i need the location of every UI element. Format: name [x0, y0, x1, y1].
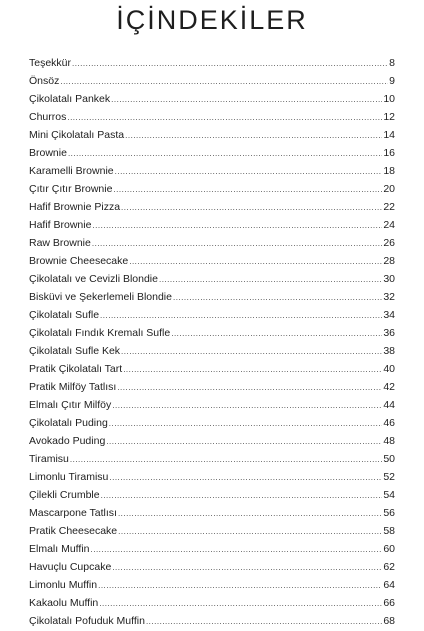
dot-leader: [72, 54, 388, 73]
toc-entry-title: Kakaolu Muffin: [29, 597, 99, 609]
dot-leader: [146, 612, 382, 631]
toc-entry-page-number: 9: [389, 75, 395, 87]
toc-entry-title: Avokado Puding: [29, 435, 106, 447]
toc-entry-page-number: 54: [383, 489, 395, 501]
toc-entry[interactable]: [29, 90, 395, 108]
dot-leader: [100, 306, 382, 325]
toc-entry-title: Elmalı Çıtır Milföy: [29, 399, 112, 411]
toc-entry-page-number: 8: [389, 57, 395, 69]
dot-leader: [112, 558, 382, 577]
toc-entry-page-number: 18: [383, 165, 395, 177]
toc-entry-title: Önsöz: [29, 75, 60, 87]
dot-leader: [115, 162, 383, 181]
dot-leader: [70, 450, 382, 469]
toc-entry-page-number: 14: [383, 129, 395, 141]
page-title: İÇİNDEKİLER: [116, 5, 308, 35]
toc-entry-title: Çikolatalı Fındık Kremalı Sufle: [29, 327, 171, 339]
toc-entry-title: Çikolatalı Pankek: [29, 93, 111, 105]
toc-entry-page-number: 28: [383, 255, 395, 267]
toc-entry-page-number: 12: [383, 111, 395, 123]
toc-entry[interactable]: [29, 450, 395, 468]
toc-entry[interactable]: [29, 558, 395, 576]
toc-entry-page-number: 40: [383, 363, 395, 375]
toc-entry[interactable]: [29, 360, 395, 378]
dot-leader: [125, 126, 382, 145]
dot-leader: [117, 378, 382, 397]
dot-leader: [113, 180, 382, 199]
table-of-contents: [29, 54, 395, 630]
toc-entry[interactable]: [29, 198, 395, 216]
dot-leader: [92, 234, 382, 253]
toc-entry[interactable]: [29, 504, 395, 522]
dot-leader: [109, 414, 383, 433]
toc-entry[interactable]: [29, 414, 395, 432]
toc-entry-title: Limonlu Muffin: [29, 579, 98, 591]
toc-entry-title: Çikolatalı Sufle: [29, 309, 100, 321]
toc-entry-page-number: 10: [383, 93, 395, 105]
toc-entry-title: Limonlu Tiramisu: [29, 471, 109, 483]
toc-entry-page-number: 24: [383, 219, 395, 231]
toc-entry[interactable]: [29, 252, 395, 270]
toc-entry-page-number: 44: [383, 399, 395, 411]
dot-leader: [109, 468, 382, 487]
toc-entry[interactable]: [29, 522, 395, 540]
dot-leader: [173, 288, 382, 307]
toc-entry-page-number: 58: [383, 525, 395, 537]
toc-entry-page-number: 68: [383, 615, 395, 627]
toc-entry-title: Churros: [29, 111, 67, 123]
toc-entry[interactable]: [29, 216, 395, 234]
toc-entry[interactable]: [29, 270, 395, 288]
dot-leader: [118, 504, 382, 523]
toc-entry-page-number: 46: [383, 417, 395, 429]
toc-entry[interactable]: [29, 432, 395, 450]
toc-entry-title: Çikolatalı Puding: [29, 417, 108, 429]
toc-entry[interactable]: [29, 378, 395, 396]
dot-leader: [118, 522, 382, 541]
toc-entry-page-number: 62: [383, 561, 395, 573]
toc-entry-title: Pratik Çikolatalı Tart: [29, 363, 123, 375]
toc-entry[interactable]: [29, 540, 395, 558]
dot-leader: [106, 432, 382, 451]
toc-entry[interactable]: [29, 468, 395, 486]
toc-entry[interactable]: [29, 396, 395, 414]
toc-entry-title: Tiramisu: [29, 453, 69, 465]
toc-entry-page-number: 64: [383, 579, 395, 591]
toc-entry-title: Çikolatalı ve Cevizli Blondie: [29, 273, 158, 285]
dot-leader: [123, 360, 382, 379]
toc-entry-title: Çıtır Çıtır Brownie: [29, 183, 113, 195]
dot-leader: [60, 72, 388, 91]
toc-entry[interactable]: [29, 162, 395, 180]
toc-entry-page-number: 36: [383, 327, 395, 339]
dot-leader: [91, 540, 383, 559]
toc-entry-title: Hafif Brownie Pizza: [29, 201, 121, 213]
dot-leader: [101, 486, 383, 505]
dot-leader: [129, 252, 382, 271]
toc-entry-page-number: 60: [383, 543, 395, 555]
toc-entry[interactable]: [29, 234, 395, 252]
toc-entry-title: Çikolatalı Pofuduk Muffin: [29, 615, 145, 627]
toc-entry-title: Karamelli Brownie: [29, 165, 114, 177]
toc-entry-page-number: 16: [383, 147, 395, 159]
toc-entry[interactable]: [29, 594, 395, 612]
dot-leader: [92, 216, 382, 235]
dot-leader: [112, 396, 382, 415]
dot-leader: [98, 576, 382, 595]
toc-entry-page-number: 30: [383, 273, 395, 285]
toc-entry[interactable]: [29, 54, 395, 72]
toc-entry[interactable]: [29, 288, 395, 306]
toc-entry-title: Hafif Brownie: [29, 219, 92, 231]
dot-leader: [171, 324, 382, 343]
toc-entry[interactable]: [29, 612, 395, 630]
toc-entry[interactable]: [29, 486, 395, 504]
toc-entry[interactable]: [29, 180, 395, 198]
toc-entry-title: Mini Çikolatalı Pasta: [29, 129, 125, 141]
toc-entry-page-number: 22: [383, 201, 395, 213]
toc-entry[interactable]: [29, 342, 395, 360]
dot-leader: [121, 342, 382, 361]
toc-entry-title: Brownie Cheesecake: [29, 255, 129, 267]
toc-entry-page-number: 50: [383, 453, 395, 465]
toc-entry[interactable]: [29, 144, 395, 162]
toc-entry-page-number: 42: [383, 381, 395, 393]
dot-leader: [121, 198, 382, 217]
toc-entry-page-number: 34: [383, 309, 395, 321]
toc-entry[interactable]: [29, 72, 395, 90]
toc-entry-page-number: 26: [383, 237, 395, 249]
dot-leader: [111, 90, 382, 109]
toc-entry-title: Çikolatalı Sufle Kek: [29, 345, 121, 357]
toc-entry-page-number: 48: [383, 435, 395, 447]
toc-entry-title: Havuçlu Cupcake: [29, 561, 112, 573]
toc-entry-page-number: 20: [383, 183, 395, 195]
dot-leader: [159, 270, 382, 289]
toc-entry-page-number: 52: [383, 471, 395, 483]
dot-leader: [67, 108, 382, 127]
toc-entry-title: Mascarpone Tatlısı: [29, 507, 117, 519]
toc-entry-title: Pratik Milföy Tatlısı: [29, 381, 117, 393]
toc-entry[interactable]: [29, 324, 395, 342]
dot-leader: [99, 594, 382, 613]
toc-entry-title: Elmalı Muffin: [29, 543, 90, 555]
toc-entry-page-number: 38: [383, 345, 395, 357]
toc-entry[interactable]: [29, 306, 395, 324]
toc-entry-title: Teşekkür: [29, 57, 72, 69]
toc-entry-title: Bisküvi ve Şekerlemeli Blondie: [29, 291, 172, 303]
toc-entry[interactable]: [29, 108, 395, 126]
toc-entry-page-number: 66: [383, 597, 395, 609]
toc-entry[interactable]: [29, 576, 395, 594]
toc-entry-title: Brownie: [29, 147, 67, 159]
toc-entry-page-number: 56: [383, 507, 395, 519]
toc-entry-title: Pratik Cheesecake: [29, 525, 118, 537]
toc-entry-title: Çilekli Crumble: [29, 489, 100, 501]
dot-leader: [68, 144, 382, 163]
toc-entry-page-number: 32: [383, 291, 395, 303]
toc-entry-title: Raw Brownie: [29, 237, 91, 249]
toc-entry[interactable]: [29, 126, 395, 144]
